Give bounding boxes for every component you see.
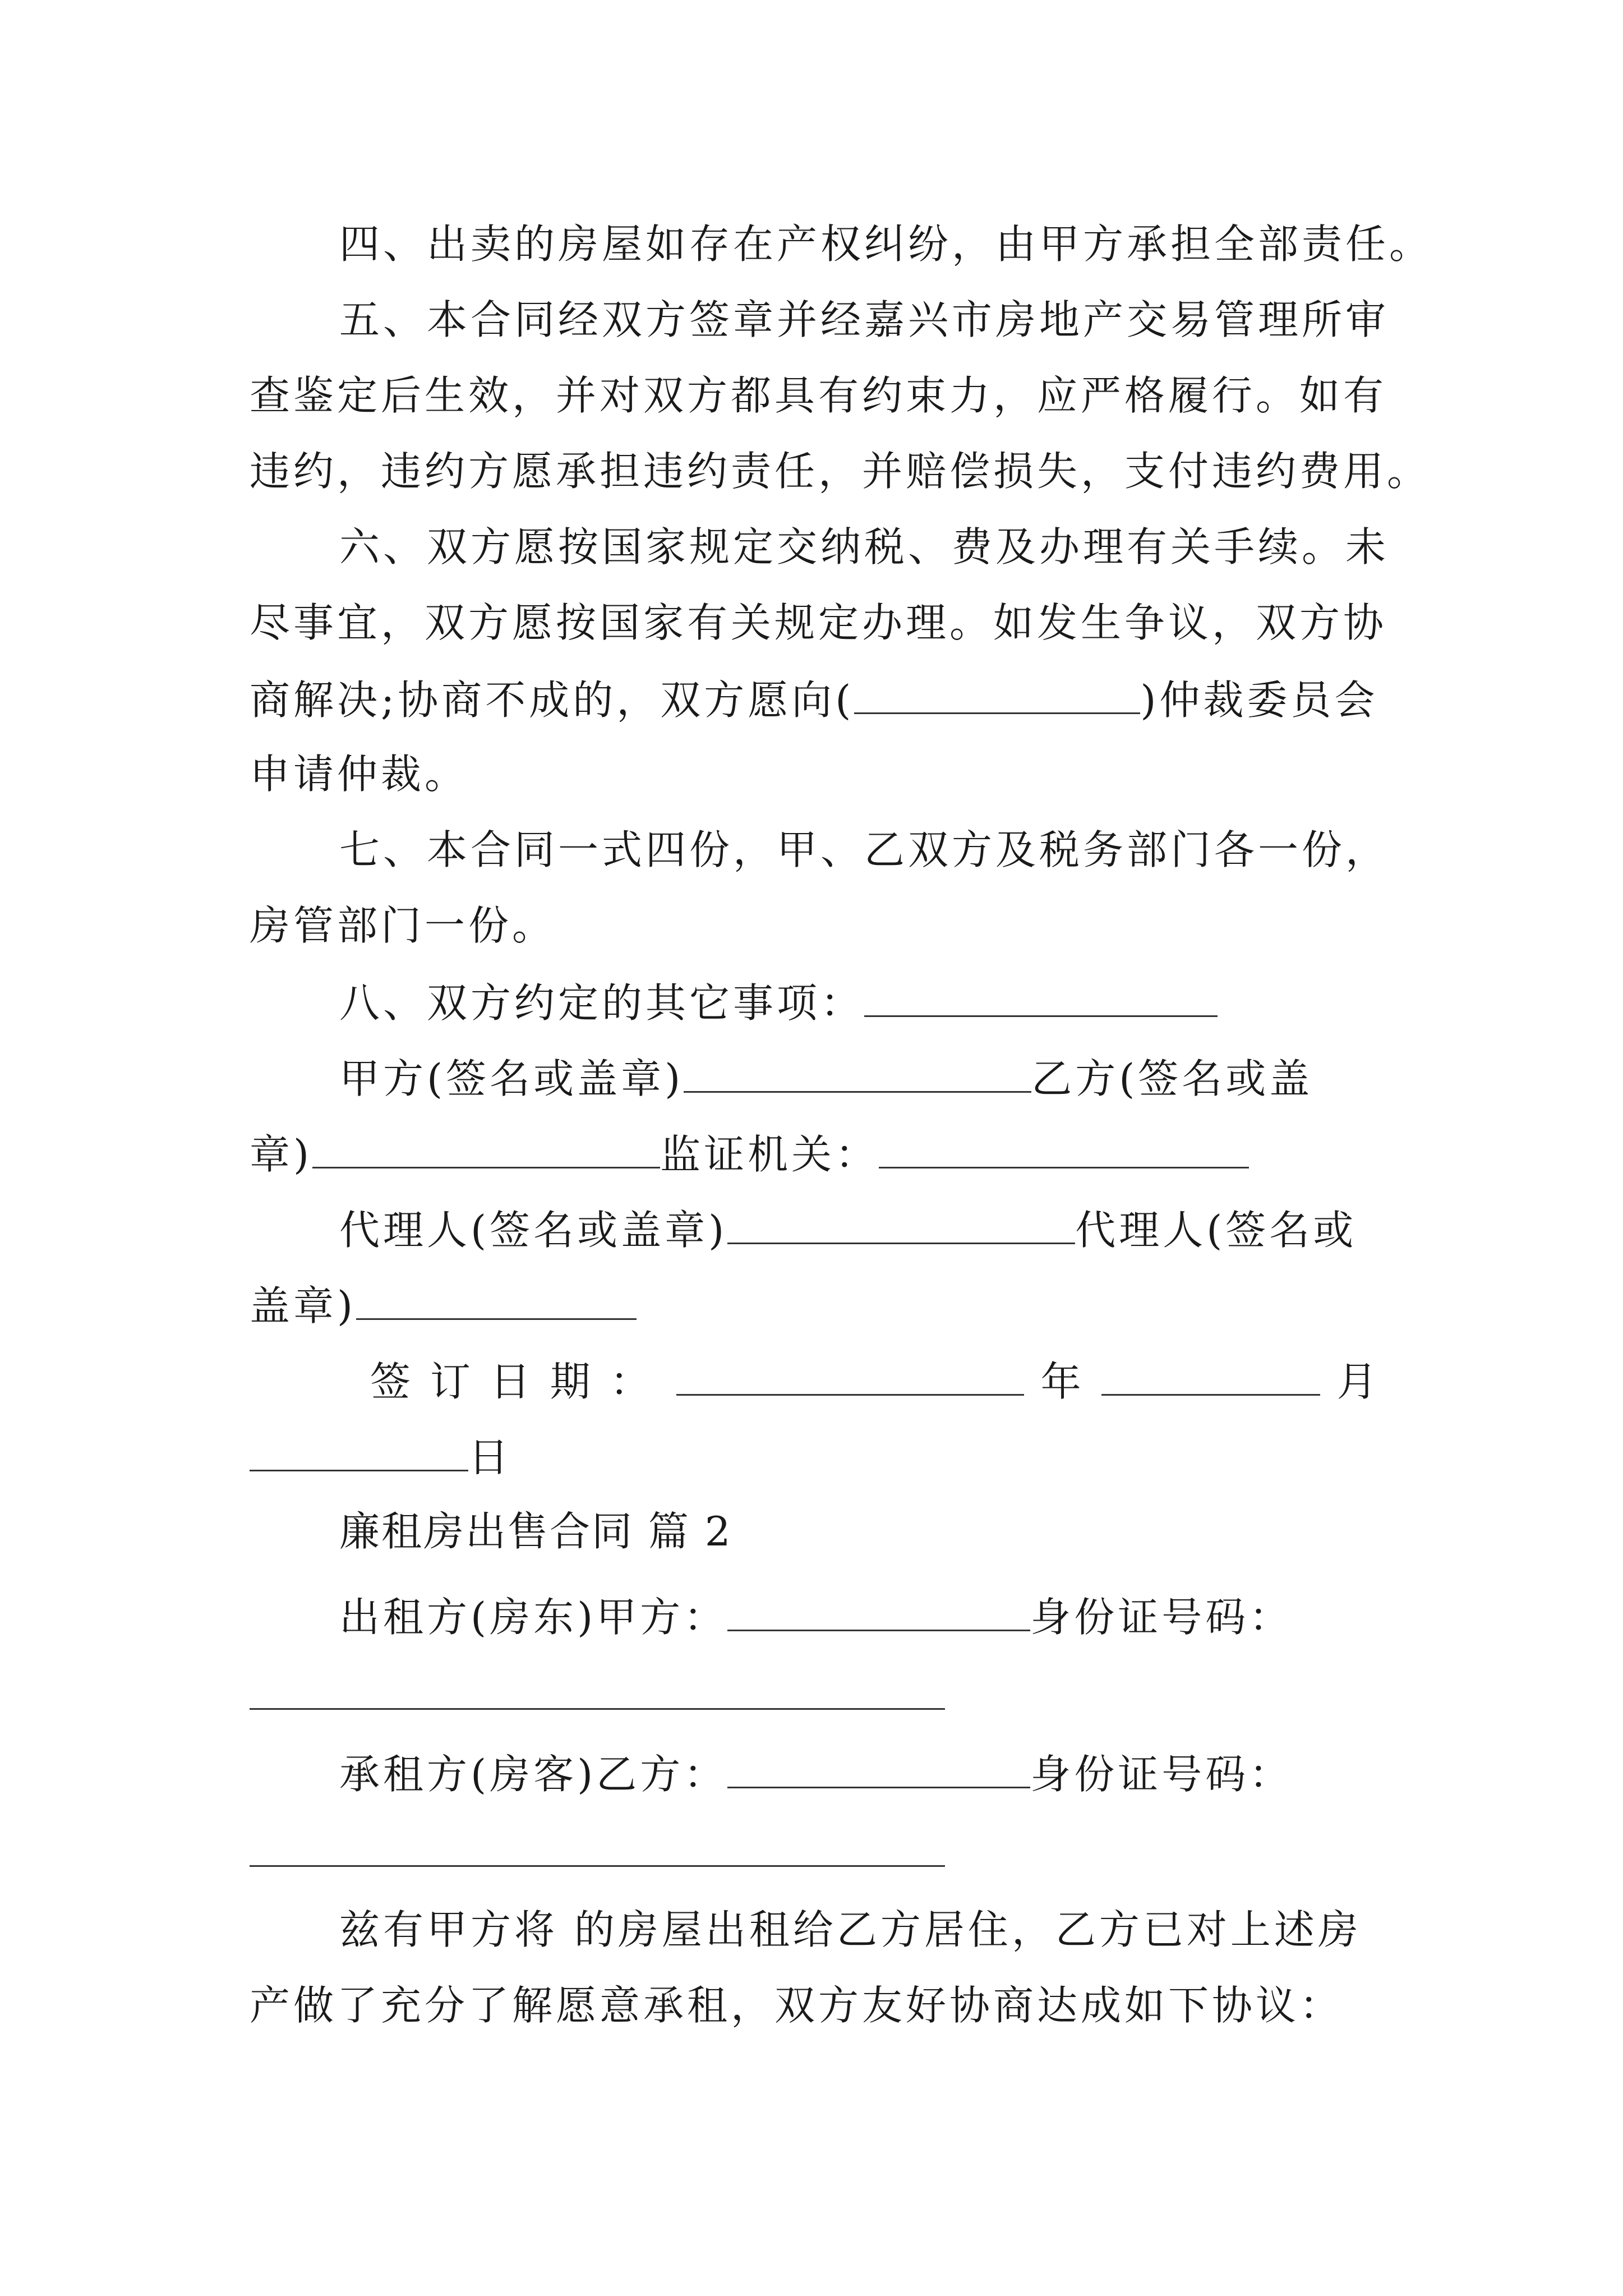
month-blank xyxy=(1101,1355,1320,1396)
clause-6-line-4: 申请仲裁。 xyxy=(250,751,469,798)
party-a-signature-blank xyxy=(684,1052,1031,1093)
lessee-id-blank xyxy=(250,1865,945,1867)
agent-a-signature-blank xyxy=(727,1203,1075,1244)
lessee-line: 承租方(房客)乙方： 身份证号码： xyxy=(339,1747,1478,1800)
agent-signature-a: 代理人(签名或盖章) 代理人(签名或 xyxy=(339,1203,1478,1255)
preamble-line-1: 兹有甲方将 的房屋出租给乙方居住，乙方已对上述房 xyxy=(339,1906,1362,1953)
clause-4: 四、出卖的房屋如存在产权纠纷，由甲方承担全部责任。 xyxy=(339,220,1433,268)
clause-5-line-2: 查鉴定后生效，并对双方都具有约束力，应严格履行。如有 xyxy=(250,372,1387,419)
signing-date: 签 订 日 期 ： 年 月 xyxy=(370,1355,1509,1407)
preamble-line-2: 产做了充分了解愿意承租，双方友好协商达成如下协议： xyxy=(250,1982,1344,2029)
clause-6-line-2: 尽事宜，双方愿按国家有关规定办理。如发生争议，双方协 xyxy=(250,599,1387,646)
lessee-name-blank xyxy=(727,1747,1030,1788)
lessor-id-blank xyxy=(250,1708,945,1710)
agent-signature-b: 盖章) xyxy=(250,1279,1388,1331)
party-b-signature-blank xyxy=(312,1128,660,1168)
clause-7-line-1: 七、本合同一式四份，甲、乙双方及税务部门各一份， xyxy=(339,826,1390,873)
day-blank xyxy=(250,1430,468,1471)
year-blank xyxy=(676,1355,1024,1396)
lessor-name-blank xyxy=(727,1590,1030,1631)
clause-6-line-1: 六、双方愿按国家规定交纳税、费及办理有关手续。未 xyxy=(339,523,1390,570)
section-heading-2: 廉租房出售合同 篇 2 xyxy=(339,1508,732,1555)
supervisor-blank xyxy=(879,1128,1249,1168)
signature-party-a: 甲方(签名或盖章) 乙方(签名或盖 xyxy=(339,1052,1478,1104)
clause-6-line-3: 商解决;协商不成的，双方愿向( )仲裁委员会 xyxy=(250,673,1388,725)
other-matters-blank xyxy=(864,976,1218,1017)
lessor-line: 出租方(房东)甲方： 身份证号码： xyxy=(339,1590,1478,1642)
clause-7-line-2: 房管部门一份。 xyxy=(250,902,556,949)
arbitration-blank xyxy=(854,673,1140,714)
clause-8: 八、双方约定的其它事项： xyxy=(339,976,1478,1028)
clause-5-line-1: 五、本合同经双方签章并经嘉兴市房地产交易管理所审 xyxy=(339,296,1390,343)
agent-b-signature-blank xyxy=(356,1279,637,1320)
signing-date-day: 日 xyxy=(250,1430,1388,1483)
clause-5-line-3: 违约，违约方愿承担违约责任，并赔偿损失，支付违约费用。 xyxy=(250,448,1431,495)
signature-party-b: 章) 监证机关： xyxy=(250,1128,1388,1180)
